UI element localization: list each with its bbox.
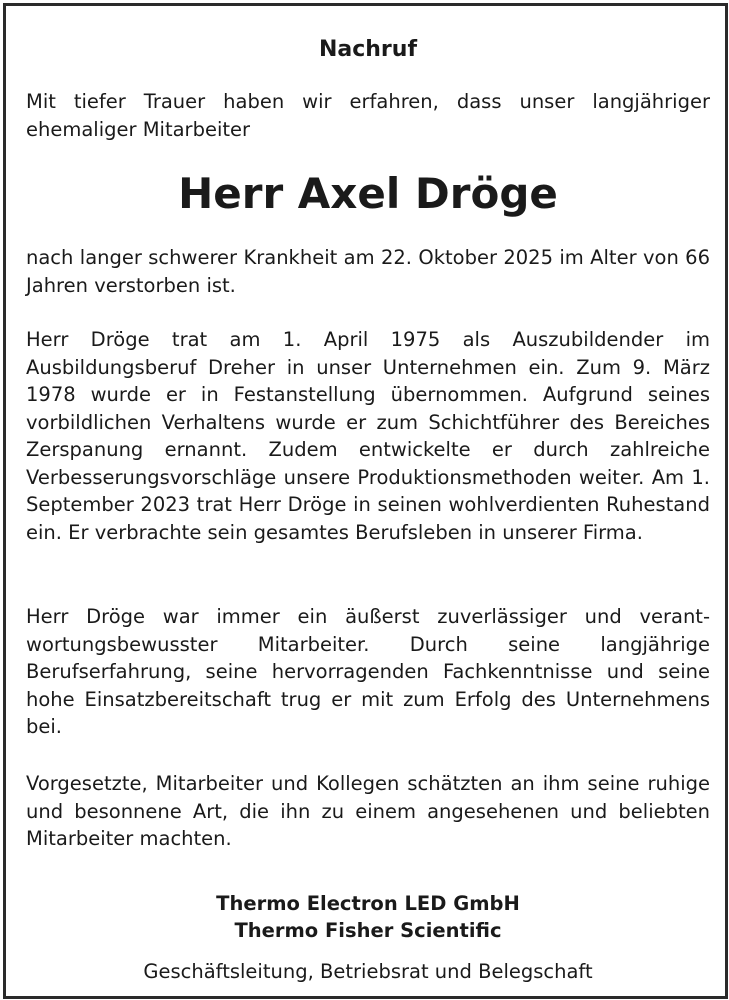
colleagues-paragraph: Vorgesetzte, Mitarbeiter und Kollegen schätzten an ihm seine ruhige und besonnene Art, die ihn zu einem angesehenen und beliebten Mitarbeiter machten. [26, 772, 710, 850]
signoff-line: Geschäftsleitung, Betriebsrat und Belegschaft [143, 960, 593, 983]
career-paragraph: Herr Dröge trat am 1. April 1975 als Auszubildender im Ausbildungsberuf Dreher in unser Unternehmen ein. Zum 9. März 1978 wurde er in Festanstellung übernommen. Aufgrund seines vorbildlichen Verhaltens wurde er zum Schichtführer des Bereiches Zerspanung ernannt. Zudem entwickelte er durch zahlreiche Verbesserungsvorschläge unsere Produktionsmethoden weiter. Am 1. September 2023 trat Herr Dröge in seinen wohlverdienten Ruhestand ein. Er verbrachte sein gesamtes Berufsleben in unserer Firma. [26, 328, 710, 544]
obituary-frame [3, 3, 728, 999]
intro-paragraph: Mit tiefer Trauer haben wir erfahren, dass unser langjähriger ehemaliger Mitarbeiter [26, 90, 710, 141]
deceased-name: Herr Axel Dröge [178, 169, 558, 218]
notice-heading: Nachruf [318, 37, 418, 62]
company-name: Thermo Electron LED GmbH [216, 892, 520, 915]
death-paragraph: nach langer schwerer Krankheit am 22. Oktober 2025 im Alter von 66 Jahren verstorben ist. [26, 246, 710, 297]
character-paragraph: Herr Dröge war immer ein äußerst zuverlässiger und verantwortungsbewusster Mitarbeiter. Durch seine langjährige Berufserfahrung, seine hervorragenden Fachkenntnisse und seine hohe Einsatzbereitschaft trug er mit zum Erfolg des Unternehmens bei. [26, 605, 710, 738]
parent-company-name: Thermo Fisher Scientific [234, 919, 502, 942]
